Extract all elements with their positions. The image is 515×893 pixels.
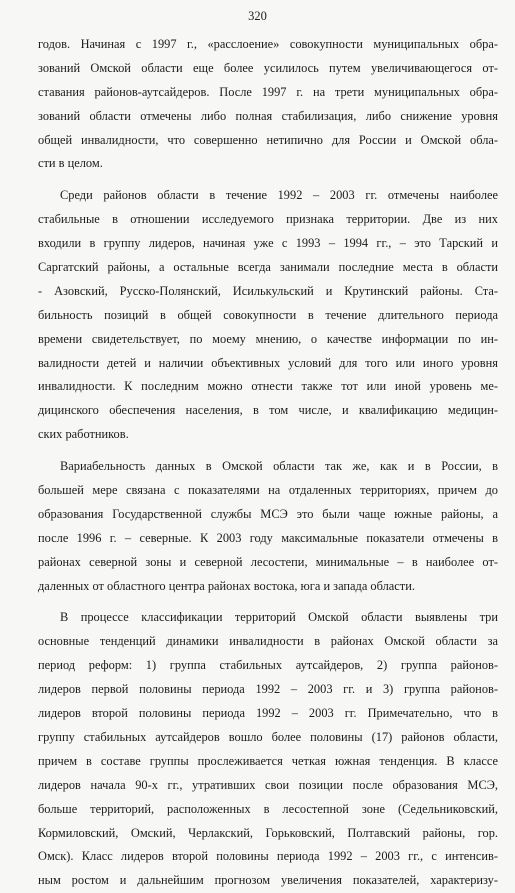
text-line: Кормиловский, Омский, Черлакский, Горьковский, Полтавский районы, гор.: [38, 825, 498, 840]
text-line: Среди районов области в течение 1992 – 2003 гг. отмечены наиболее: [60, 188, 498, 203]
text-line: общей инвалидности, что совершенно нетипично для России и Омской обла-: [38, 132, 498, 147]
paragraph: [38, 606, 498, 893]
text-line: инвалидности. К последним можно отнести также тот или иной уровень ме-: [38, 379, 498, 394]
text-line: Омск). Класс лидеров второй половины периода 1992 – 2003 гг., с интенсив-: [38, 849, 498, 864]
paragraph: [38, 33, 498, 176]
text-line: дицинского обеспечения населения, в том числе, и квалификацию медицин-: [38, 403, 498, 418]
text-line: лидеров первой половины периода 1992 – 2003 гг. и 3) группа районов-: [38, 682, 498, 697]
text-line: период реформ: 1) группа стабильных аутсайдеров, 2) группа районов-: [38, 658, 498, 673]
text-line: валидности детей и наличии объективных условий для того или иного уровня: [38, 355, 498, 370]
text-line: сти в целом.: [38, 156, 103, 171]
text-line: стабильные в отношении исследуемого признака территории. Две из них: [38, 212, 498, 227]
text-line: входили в группу лидеров, начиная уже с 1993 – 1994 гг., – это Тарский и: [38, 236, 498, 251]
document-body: [38, 33, 498, 893]
page-number: 320: [248, 9, 267, 23]
text-line: ным ростом и дальнейшим прогнозом увеличения показателей, характеризу-: [38, 873, 498, 888]
text-line: образования Государственной службы МСЭ это были чаще южные районы, а: [38, 506, 498, 521]
text-line: - Азовский, Русско-Полянский, Исилькульский и Крутинский районы. Ста-: [38, 283, 498, 298]
text-line: времени свидетельствует, по моему мнению, о качестве информации по ин-: [38, 331, 498, 346]
text-line: лидеров начала 90-х гг., утративших свои позиции после образования МСЭ,: [38, 777, 498, 792]
text-line: группу стабильных аутсайдеров вошло более половины (17) районов области,: [38, 729, 498, 744]
text-line: после 1996 г. – северные. К 2003 году максимальные показатели отмечены в: [38, 530, 498, 545]
text-line: В процессе классификации территорий Омской области выявлены три: [60, 610, 498, 625]
text-line: больше территорий, расположенных в лесостепной зоне (Седельниковский,: [38, 801, 498, 816]
text-line: зований Омской области еще более усилилось путем увеличивающегося от-: [38, 60, 498, 75]
paragraph: [38, 184, 498, 447]
text-line: лидеров второй половины периода 1992 – 2003 гг. Примечательно, что в: [38, 706, 498, 721]
text-line: Саргатский районы, а остальные всегда занимали последние места в области: [38, 260, 498, 275]
text-line: ских работников.: [38, 427, 129, 442]
text-line: причем в составе группы прослеживается четкая южная тенденция. В классе: [38, 753, 498, 768]
text-line: большей мере связана с показателями на отдаленных территориях, причем до: [38, 483, 498, 498]
paragraph: [38, 455, 498, 598]
text-line: даленных от областного центра районах востока, юга и запада области.: [38, 578, 415, 593]
text-line: основные тенденций динамики инвалидности в районах Омской области за: [38, 634, 498, 649]
text-line: Вариабельность данных в Омской области так же, как и в России, в: [60, 459, 498, 474]
text-line: зований области отмечены либо полная стабилизация, либо снижение уровня: [38, 108, 498, 123]
text-line: бильность позиций в общей совокупности в течение длительного периода: [38, 307, 498, 322]
text-line: районах северной зоны и северной лесостепи, минимальные – в наиболее от-: [38, 554, 498, 569]
text-line: ставания районов-аутсайдеров. После 1997 г. на трети муниципальных обра-: [38, 84, 498, 99]
text-line: годов. Начиная с 1997 г., «расслоение» совокупности муниципальных обра-: [38, 37, 498, 51]
